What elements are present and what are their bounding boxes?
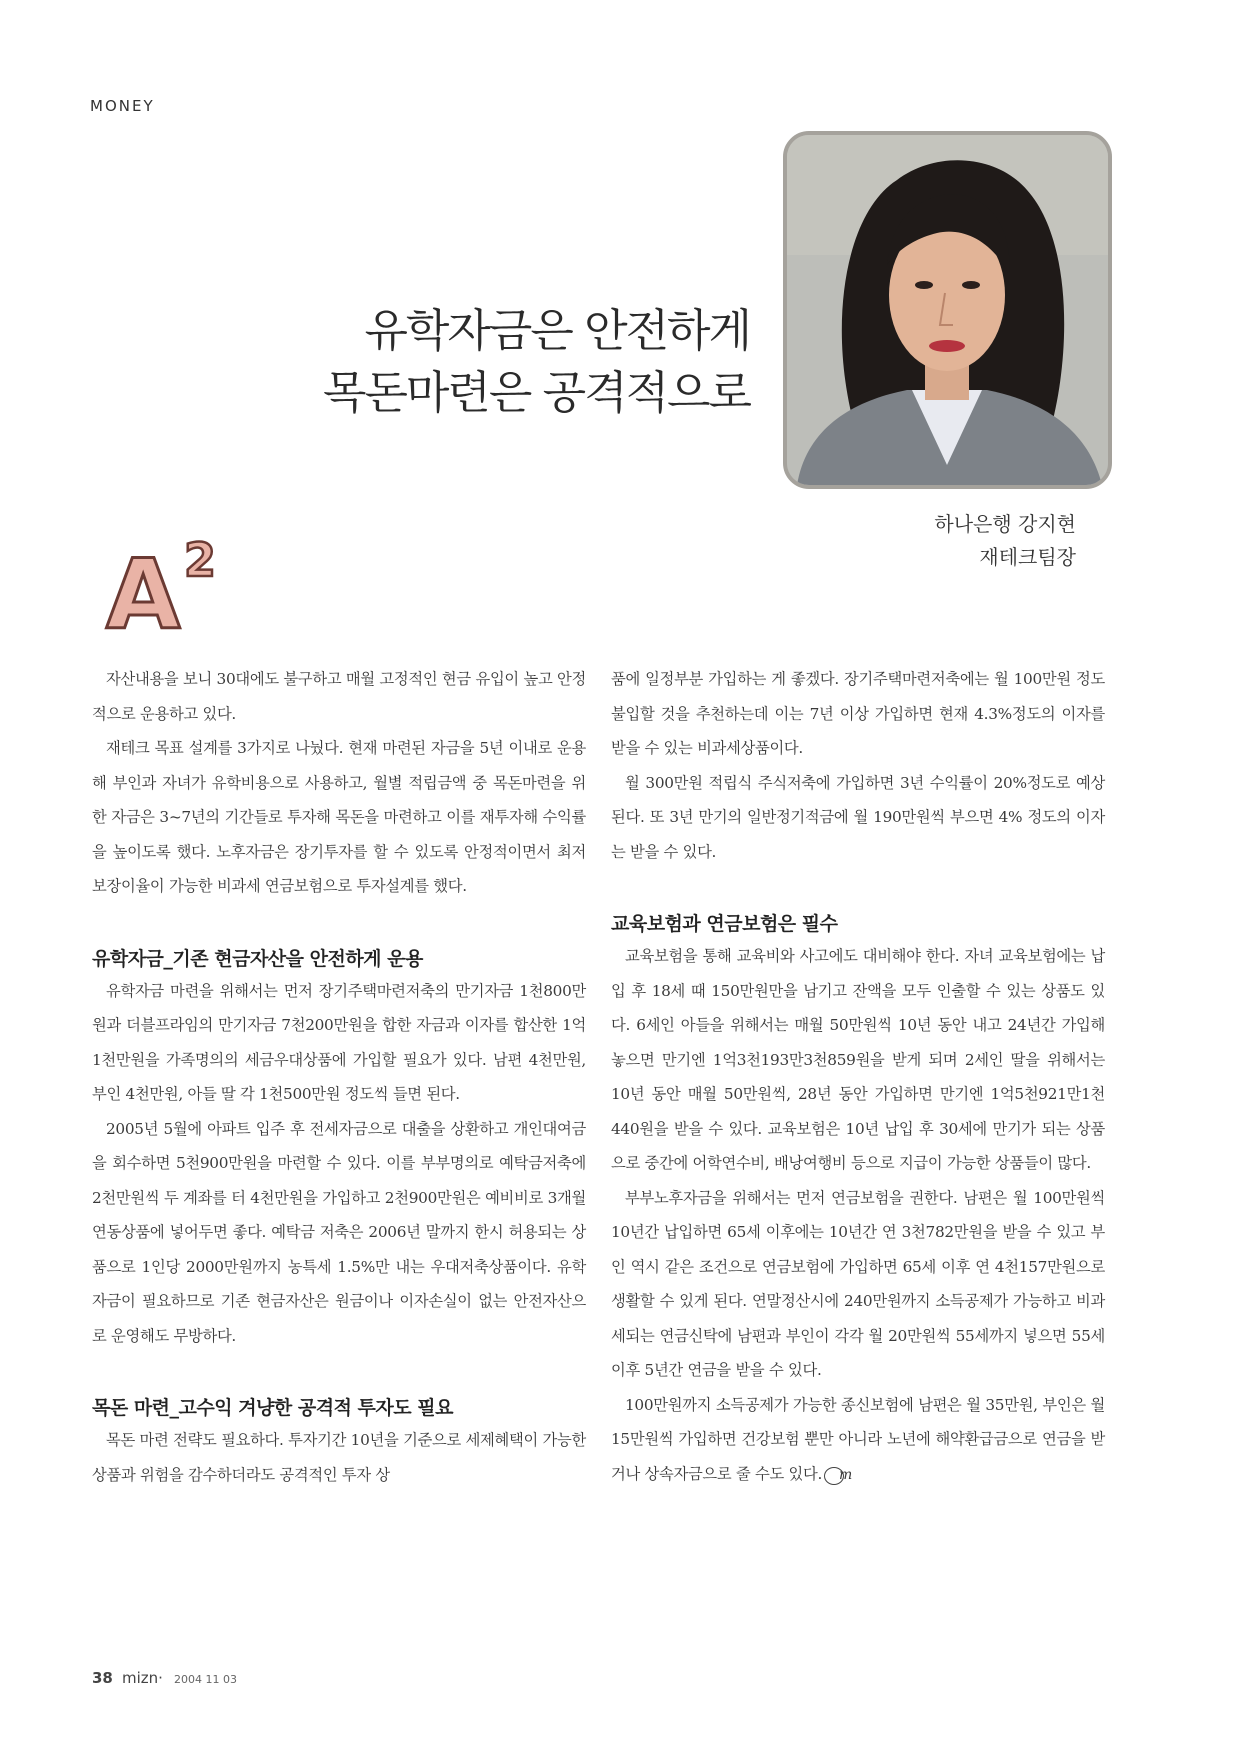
intro-paragraph-1: 자산내용을 보니 30대에도 불구하고 매월 고정적인 현금 유입이 높고 안정적으로 운용하고 있다. <box>92 670 586 723</box>
insurance-paragraph-3-text: 100만원까지 소득공제가 가능한 종신보험에 남편은 월 35만원, 부인은 월 15만원씩 가입하면 건강보험 뿐만 아니라 노년에 해약환급금으로 연금을 받거나 상속자금으로 줄 수도 있다. <box>611 1395 1105 1483</box>
study-funds-paragraph-2: 2005년 5월에 아파트 입주 후 전세자금으로 대출을 상환하고 개인대여금을 회수하면 5천900만원을 마련할 수 있다. 이를 부부명의로 예탁금저축에 2천만원씩 두 계좌를 터 4천만원을 가입하고 2천900만원은 예비비로 3개월 연동상품에 넣어두면 좋다. 예탁금 저축은 2006년 말까지 한시 허용되는 상품으로 1인당 2000만원까지 농특세 1.5%만 내는 우대저축상품이다. 유학자금이 필요하므로 기존 현금자산은 원금이나 이자손실이 없는 안전자산으로 운영해도 무방하다. <box>92 1119 586 1345</box>
section-heading-lump-sum: 목돈 마련_고수익 겨냥한 공격적 투자도 필요 <box>92 1397 453 1419</box>
left-column <box>92 662 586 1492</box>
magazine-name: mizn· <box>121 1669 163 1687</box>
insurance-paragraph-1: 교육보험을 통해 교육비와 사고에도 대비해야 한다. 자녀 교육보험에는 납입 후 18세 때 150만원만을 남기고 잔액을 모두 인출할 수 있는 상품도 있다. 6세인 아들을 위해서는 매월 50만원씩 10년 동안 내고 24년간 가입해 놓으면 만기엔 1억3천193만3천859원을 받게 되며 2세인 딸을 위해서는 10년 동안 매월 50만원씩, 28년 동안 가입하면 만기엔 1억5천921만1천440원을 받을 수 있다. 교육보험은 10년 납입 후 30세에 만기가 되는 상품으로 중간에 어학연수비, 배낭여행비 등으로 지급이 가능한 상품들이 많다. <box>611 947 1105 1172</box>
author-byline <box>934 508 1076 574</box>
headline-line-1: 유학자금은 안전하게 <box>364 304 750 357</box>
insurance-paragraph-3 <box>611 1388 1105 1492</box>
headline-line-2: 목돈마련은 공격적으로 <box>322 366 750 419</box>
section-heading-study-funds: 유학자금_기존 현금자산을 안전하게 운용 <box>92 947 423 970</box>
a2-answer-logo <box>100 530 230 644</box>
a2-logo-superscript: 2 <box>184 533 217 587</box>
article-end-mark: m <box>824 1467 844 1485</box>
author-portrait-photo <box>783 131 1112 489</box>
right-column <box>611 662 1105 1491</box>
study-funds-paragraph-1: 유학자금 마련을 위해서는 먼저 장기주택마련저축의 만기자금 1천800만원과 더블프라임의 만기자금 7천200만원을 합한 자금과 이자를 합산한 1억1천만원을 가족명의의 세금우대상품에 가입할 필요가 있다. 남편 4천만원, 부인 4천만원, 아들 딸 각 1천500만원 정도씩 들면 된다. <box>92 981 586 1103</box>
author-name: 하나은행 강지현 <box>934 512 1076 536</box>
section-label: MONEY <box>90 97 155 115</box>
section-heading-insurance: 교육보험과 연금보험은 필수 <box>611 913 838 935</box>
page-number: 38 <box>92 1669 113 1687</box>
continuation-paragraph-2: 월 300만원 적립식 주식저축에 가입하면 3년 수익률이 20%정도로 예상된다. 또 3년 만기의 일반정기적금에 월 190만원씩 부으면 4% 정도의 이자는 받을 수 있다. <box>611 773 1105 861</box>
a2-logo-letter: A <box>106 539 181 640</box>
article-headline <box>190 300 750 424</box>
author-title: 재테크팀장 <box>979 545 1076 569</box>
lump-sum-paragraph-1: 목돈 마련 전략도 필요하다. 투자기간 10년을 기준으로 세제혜택이 가능한 상품과 위험을 감수하더라도 공격적인 투자 상 <box>92 1431 586 1484</box>
continuation-paragraph-1: 품에 일정부분 가입하는 게 좋겠다. 장기주택마련저축에는 월 100만원 정도 불입할 것을 추천하는데 이는 7년 이상 가입하면 현재 4.3%정도의 이자를 받을 수 있는 비과세상품이다. <box>611 670 1105 757</box>
intro-paragraph-2: 재테크 목표 설계를 3가지로 나눴다. 현재 마련된 자금을 5년 이내로 운용해 부인과 자녀가 유학비용으로 사용하고, 월별 적립금액 중 목돈마련을 위한 자금은 3~7년의 기간들로 투자해 목돈을 마련하고 이를 재투자해 수익률을 높이도록 했다. 노후자금은 장기투자를 할 수 있도록 안정적이면서 최저보장이율이 가능한 비과세 연금보험으로 투자설계를 했다. <box>92 739 586 895</box>
page-footer <box>92 1668 237 1687</box>
insurance-paragraph-2: 부부노후자금을 위해서는 먼저 연금보험을 권한다. 남편은 월 100만원씩 10년간 납입하면 65세 이후에는 10년간 연 3천782만원을 받을 수 있고 부인 역시 같은 조건으로 연금보험에 가입하면 65세 이후 연 4천157만원으로 생활할 수 있게 된다. 연말정산시에 240만원까지 소득공제가 가능하고 비과세되는 연금신탁에 남편과 부인이 각각 월 20만원씩 55세까지 넣으면 55세 이후 5년간 연금을 받을 수 있다. <box>611 1188 1105 1379</box>
issue-date: 2004 11 03 <box>174 1673 237 1686</box>
